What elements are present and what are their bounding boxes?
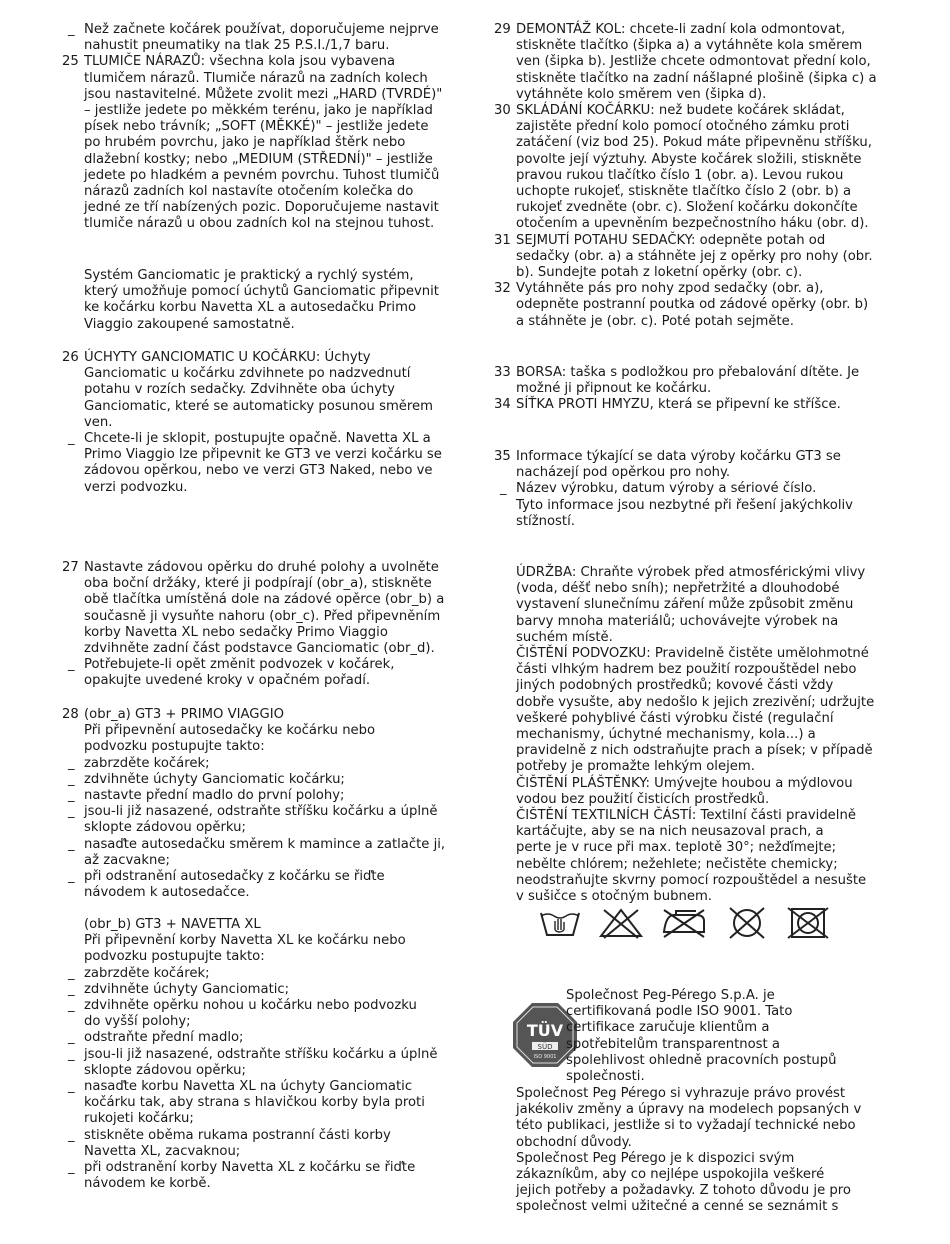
item-number: 28 (62, 707, 79, 722)
no-iron-icon (660, 907, 708, 939)
item-text: SEJMUTÍ POTAHU SEDAČKY: odepněte potah od sedačky (obr. a) a stáhněte jej z opěrky pro nohy (obr. b). Sundejte potah z loketní opěrky (obr. c). (516, 232, 873, 281)
item-number: _ (68, 22, 75, 37)
item-text: nastavte přední madlo do první polohy; (84, 788, 345, 804)
instruction-item (62, 22, 472, 54)
item-number: 25 (62, 54, 79, 70)
instruction-item (62, 1128, 472, 1160)
instruction-item (62, 869, 472, 901)
item-text: zdvihněte opěrku nohou u kočárku nebo podvozku do vyšší polohy; (84, 998, 417, 1030)
hand-wash-icon (538, 907, 582, 939)
item-number: _ (68, 431, 75, 447)
item-text: při odstranění korby Navetta XL z kočárku se řiďte návodem ke korbě. (84, 1160, 416, 1192)
item-number: _ (68, 755, 75, 771)
company-notice: Společnost Peg Pérego si vyhrazuje právo provést jakékoliv změny a úpravy na modelech popsaných v této publikaci, jestliže si to vyžadají technické nebo obchodní důvody. Společnost Peg Pérego je k dispozici svým zákazníkům, aby co nejlépe uspokojila veškeré jejich potřeby a požadavky. Z tohoto důvodu je pro společnost velmi užitečné a cenné se seznámit s (516, 1086, 862, 1215)
instruction-item (494, 565, 904, 905)
item-number: _ (68, 981, 75, 997)
item-number: _ (500, 481, 507, 497)
item-number: _ (68, 1079, 75, 1095)
instruction-item (62, 917, 472, 966)
item-text: Potřebujete-li opět změnit podvozek v kočárek, opakujte uvedené kroky v opačném pořadí. (84, 657, 395, 689)
instruction-item (62, 431, 472, 496)
item-number: 33 (494, 365, 511, 380)
instruction-item (62, 657, 472, 689)
item-number: 35 (494, 449, 511, 464)
care-symbols (538, 907, 830, 939)
svg-text:ISO 9001: ISO 9001 (533, 1054, 557, 1060)
item-text: TLUMIČE NÁRAZŮ: všechna kola jsou vybavena tlumičem nárazů. Tlumiče nárazů na zadních kolech jsou nastavitelné. Můžete zvolit mezi „HARD (TVRDÉ)" – jestliže jedete po měkkém terénu, jako je například písek nebo trávník; „SOFT (MĚKKÉ)" – jestliže jedete po hrubém povrchu, jako je například štěrk nebo dlažební kostky; nebo „MEDIUM (STŘEDNÍ)" – jestliže jedete po hladkém a pevném povrchu. Tuhost tlumičů nárazů zadních kol nastavíte otočením kolečka do jedné ze tří nabízených pozic. Doporučujeme nastavit tlumiče nárazů u obou zadních kol na stejnou tuhost. (84, 54, 443, 232)
item-text: Chcete-li je sklopit, postupujte opačně. Navetta XL a Primo Viaggio lze připevnit ke GT3 ve verzi kočárku se zádovou opěrkou, nebo ve verzi GT3 Naked, nebo ve verzi podvozku. (84, 431, 442, 495)
instruction-item (494, 481, 904, 530)
item-text: ÚCHYTY GANCIOMATIC U KOČÁRKU: Úchyty Ganciomatic u kočárku zdvihnete po nadzvednutí potahu v rozích sedačky. Zdvihněte oba úchyty Ganciomatic, které se automaticky posunou směrem ven. (84, 350, 433, 430)
item-text: jsou-li již nasazené, odstraňte stříšku kočárku a úplně sklopte zádovou opěrku; (84, 1046, 438, 1078)
item-number: _ (68, 1046, 75, 1062)
instruction-item-35 (494, 449, 904, 481)
instruction-item (62, 1079, 472, 1128)
item-text: stiskněte oběma rukama postranní části korby Navetta XL, zacvaknou; (84, 1127, 391, 1159)
instruction-item (62, 837, 472, 869)
instruction-item (62, 268, 472, 333)
instruction-item-26 (62, 350, 472, 431)
certification-text: Společnost Peg-Pérego S.p.A. je certifikovaná podle ISO 9001. Tato certifikace zaručuje klientům a spotřebitelům transparentnost a spolehlivost ohledně pracovních postupů společnosti. (566, 988, 837, 1085)
item-text: Vytáhněte pás pro nohy zpod sedačky (obr. a), odepněte postranní poutka od zádové opěrky (obr. b) a stáhněte je (obr. c). Poté potah sejměte. (516, 281, 869, 329)
item-number: _ (68, 836, 75, 852)
svg-text:TÜV: TÜV (526, 1021, 564, 1040)
left_column-block (62, 707, 472, 901)
item-number: _ (68, 788, 75, 804)
instruction-item-31 (494, 233, 904, 282)
item-number: _ (68, 1160, 75, 1176)
instruction-item-34 (494, 397, 904, 413)
instruction-item (62, 804, 472, 836)
left_column-block (62, 22, 472, 233)
item-number: _ (68, 771, 75, 787)
item-text: odstraňte přední madlo; (84, 1030, 244, 1046)
item-number: 31 (494, 232, 511, 248)
instruction-item (62, 788, 472, 804)
svg-text:SÜD: SÜD (537, 1043, 553, 1051)
instruction-item-33 (494, 365, 904, 397)
item-number: 32 (494, 281, 511, 297)
item-text: zabrzděte kočárek; (84, 965, 210, 981)
item-text: zdvihněte úchyty Ganciomatic kočárku; (84, 771, 345, 787)
item-text: ÚDRŽBA: Chraňte výrobek před atmosférickými vlivy (voda, déšť nebo sníh); nepřetržité a dlouhodobé vystavení slunečnímu záření může způsobit změnu barvy mnoha materiálů; uchovávejte výrobek na suchém místě. ČIŠTĚNÍ PODVOZKU: Pravidelně čistěte umělohmotné části vlhkým hadrem bez použití rozpouštědel nebo jiných podobných prostředků; kovové části vždy dobře vysušte, aby nedošlo k jejich zrezivění; udržujte veškeré pohyblivé části výrobku čisté (regulační mechanismy, úchytné mechanismy, kola...) a pravidelně z nich odstraňujte prach a písek; v případě potřeby je promažte lehkým olejem. ČIŠTĚNÍ PLÁŠTĚNKY: Umývejte houbou a mýdlovou vodou bez použití čisticích prostředků. ČIŠTĚNÍ TEXTILNÍCH ČÁSTÍ: Textilní části pravidelně kartáčujte, aby se na nich neusazoval prach, a perte je v ruce při max. teplotě 30°; nežďímejte; nebělte chlórem; nežehlete; nečistěte chemicky; neodstraňujte skvrny pomocí rozpouštědel a nesušte v sušičce s otočným bubnem. (516, 565, 875, 905)
instruction-item (62, 772, 472, 788)
instruction-item-32 (494, 281, 904, 330)
instruction-item-30 (494, 103, 904, 233)
left_column-block (62, 350, 472, 496)
item-text: Systém Ganciomatic je praktický a rychlý systém, který umožňuje pomocí úchytů Ganciomatic připevnit ke kočárku korbu Navetta XL a autosedačku Primo Viaggio zakoupené samostatně. (84, 268, 439, 332)
item-number: 26 (62, 350, 79, 365)
right_column-block (494, 365, 904, 414)
item-text: DEMONTÁŽ KOL: chcete-li zadní kola odmontovat, stiskněte tlačítko (šipka a) a vytáhněte kola směrem ven (šipka b). Jestliže chcete odmontovat přední kolo, stiskněte tlačítko na zadní nášlapné plošině (šipka c) a vytáhněte kolo směrem ven (šipka d). (516, 22, 877, 102)
item-text: nasaďte korbu Navetta XL na úchyty Ganciomatic kočárku tak, aby strana s hlavičkou korby byla proti rukojeti kočárku; (84, 1079, 425, 1127)
instruction-item (62, 966, 472, 982)
instruction-item (62, 998, 472, 1030)
item-number: _ (68, 998, 75, 1014)
item-number: _ (68, 965, 75, 981)
right_column-block (494, 449, 904, 530)
no-dry-clean-icon (724, 907, 770, 939)
instruction-item (62, 756, 472, 772)
instruction-item-28 (62, 707, 472, 756)
item-text: SÍŤKA PROTI HMYZU, která se připevní ke stříšce. (516, 397, 841, 413)
item-number: _ (68, 804, 75, 820)
item-number: 27 (62, 560, 79, 575)
no-bleach-icon (598, 907, 644, 939)
instruction-item-27 (62, 560, 472, 657)
item-text: zdvihněte úchyty Ganciomatic; (84, 981, 290, 997)
instruction-item (62, 1030, 472, 1046)
item-number: _ (68, 1030, 75, 1046)
item-text: zabrzděte kočárek; (84, 755, 210, 771)
left_column-block (62, 268, 472, 333)
item-number: _ (68, 1127, 75, 1143)
item-number: 34 (494, 397, 511, 413)
left_column-block (62, 917, 472, 1192)
item-number: 29 (494, 22, 511, 37)
instruction-item (62, 982, 472, 998)
item-text: nasaďte autosedačku směrem k mamince a zatlačte ji, až zacvakne; (84, 836, 446, 868)
instruction-item (62, 1160, 472, 1192)
item-text: Název výrobku, datum výroby a sériové číslo. Tyto informace jsou nezbytné při řešení jakýchkoliv stížností. (516, 481, 853, 529)
item-text: Informace týkající se data výroby kočárku GT3 se nacházejí pod opěrkou pro nohy. (516, 449, 841, 481)
item-number: 30 (494, 103, 511, 119)
item-text: při odstranění autosedačky z kočárku se řiďte návodem k autosedačce. (84, 869, 385, 901)
instruction-item-29 (494, 22, 904, 103)
left_column-block (62, 560, 472, 690)
instruction-item-25 (62, 54, 472, 232)
right_column-block (494, 22, 904, 330)
item-text: (obr_b) GT3 + NAVETTA XL Při připevnění korby Navetta XL ke kočárku nebo podvozku postupujte takto: (84, 917, 406, 965)
instruction-item (62, 1047, 472, 1079)
no-tumble-dry-icon (786, 907, 830, 939)
item-number: _ (68, 869, 75, 885)
item-text: Než začnete kočárek používat, doporučujeme nejprve nahustit pneumatiky na tlak 25 P.S.I./1,7 baru. (84, 22, 439, 54)
item-text: SKLÁDÁNÍ KOČÁRKU: než budete kočárek skládat, zajistěte přední kolo pomocí otočného zámku proti zatáčení (viz bod 25). Pokud máte připevněnu stříšku, povolte její výztuhy. Abyste kočárek složili, stiskněte pravou rukou tlačítko číslo 1 (obr. a). Levou rukou uchopte rukojeť, stiskněte tlačítko číslo 2 (obr. b) a rukojeť zvedněte (obr. c). Složení kočárku dokončíte otočením a upevněním bezpečnostního háku (obr. d). (516, 103, 872, 232)
item-text: Nastavte zádovou opěrku do druhé polohy a uvolněte oba boční držáky, které ji podpírají (obr_a), stiskněte obě tlačítka umístěná dole na zádové opěrce (obr_b) a současně ji vysuňte nahoru (obr_c). Před připevněním korby Navetta XL nebo sedačky Primo Viaggio zdvihněte zadní část podstavce Ganciomatic (obr_d). (84, 560, 445, 657)
item-text: (obr_a) GT3 + PRIMO VIAGGIO Při připevnění autosedačky ke kočárku nebo podvozku postupujte takto: (84, 707, 376, 755)
item-text: jsou-li již nasazené, odstraňte stříšku kočárku a úplně sklopte zádovou opěrku; (84, 804, 438, 836)
right_column-block (494, 565, 904, 905)
item-text: BORSA: taška s podložkou pro přebalování dítěte. Je možné ji připnout ke kočárku. (516, 365, 860, 397)
item-number: _ (68, 657, 75, 673)
